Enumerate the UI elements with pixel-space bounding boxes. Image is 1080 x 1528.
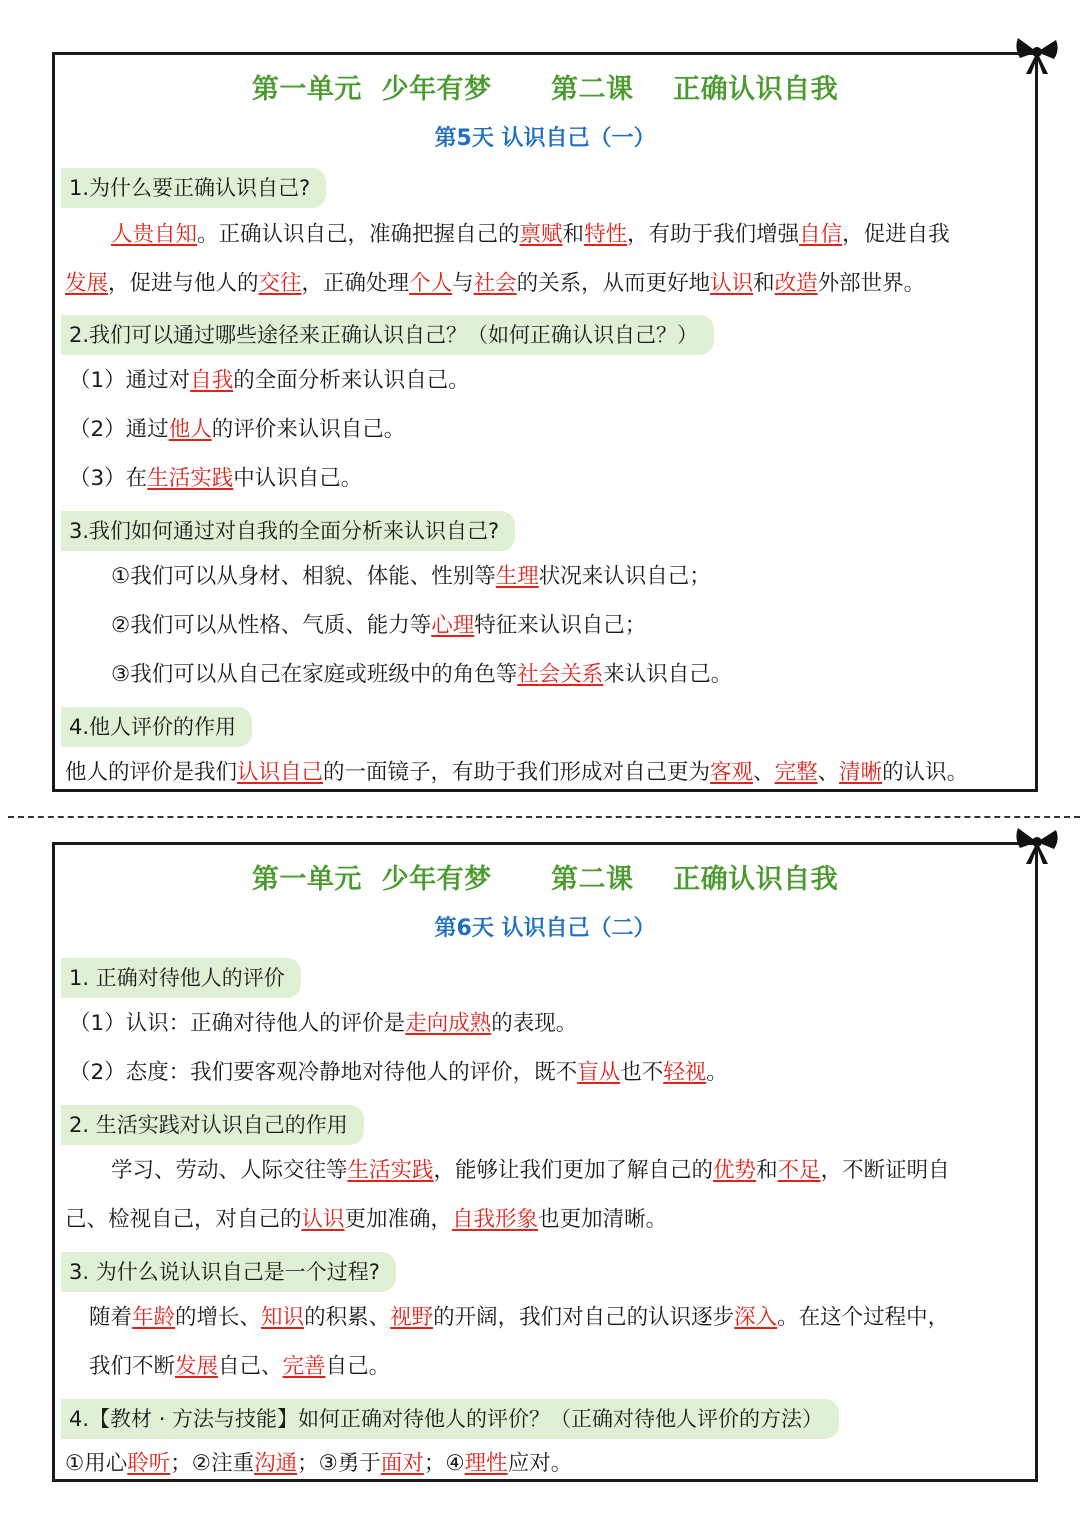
key-term: 面对: [380, 1451, 424, 1476]
answer-line: [111, 659, 732, 691]
key-term: 心理: [431, 613, 475, 638]
text-run: ②我们可以从性格、气质、能力等: [111, 613, 432, 638]
question-3: [55, 1252, 1035, 1292]
day-title: 第6天 认识自己（二）: [434, 916, 656, 941]
key-term: 理性: [464, 1451, 508, 1476]
text-run: ①用心: [65, 1451, 128, 1476]
answer-line: [69, 463, 362, 495]
lesson-card-day6: [52, 842, 1038, 1482]
text-run: ，有助于我们增强: [627, 222, 800, 247]
text-run: （2）通过: [69, 417, 169, 442]
key-term: 走向成熟: [405, 1011, 492, 1036]
text-run: 的关系，从而更好地: [516, 271, 711, 296]
key-term: 生活实践: [347, 1158, 434, 1183]
key-term: 改造: [774, 271, 818, 296]
text-run: 、: [817, 760, 840, 785]
text-run: （3）在: [69, 466, 148, 491]
key-term: 特性: [584, 222, 628, 247]
key-term: 认识: [301, 1207, 345, 1232]
text-run: 。在这个过程中，: [777, 1305, 950, 1330]
key-term: 年龄: [132, 1305, 176, 1330]
text-run: 学习、劳动、人际交往等: [111, 1158, 348, 1183]
text-run: ①我们可以从身材、相貌、体能、性别等: [111, 564, 496, 589]
text-run: 、: [753, 760, 775, 785]
answer-line: [89, 1302, 949, 1334]
key-term: 他人: [168, 417, 212, 442]
answer-line: [111, 1155, 950, 1187]
text-run: 我们不断: [89, 1354, 176, 1379]
text-run: 的增长、: [175, 1305, 262, 1330]
answer-line: [65, 1204, 667, 1236]
question-1: [55, 958, 1035, 998]
answer-line: [65, 268, 925, 300]
key-term: 完善: [282, 1354, 326, 1379]
question-label: 4.他人评价的作用: [61, 707, 252, 747]
day-title: 第5天 认识自己（一）: [434, 126, 656, 151]
unit-title: 第一单元 少年有梦 第二课 正确认识自我: [251, 864, 839, 895]
key-term: 发展: [65, 271, 109, 296]
key-term: 沟通: [254, 1451, 298, 1476]
text-run: 的全面分析来认识自己。: [233, 368, 470, 393]
key-term: 轻视: [663, 1060, 707, 1085]
question-label: 1.为什么要正确认识自己?: [61, 168, 326, 208]
question-4: [55, 1399, 1035, 1439]
section-separator: [8, 816, 1080, 818]
key-term: 个人: [409, 271, 453, 296]
text-run: 也更加清晰。: [538, 1207, 668, 1232]
key-term: 自我形象: [452, 1207, 539, 1232]
key-term: 优势: [713, 1158, 757, 1183]
key-term: 聆听: [127, 1451, 171, 1476]
question-1: [55, 168, 1035, 208]
key-term: 盲从: [577, 1060, 621, 1085]
key-term: 交往: [258, 271, 302, 296]
key-term: 自我: [190, 368, 234, 393]
text-run: （1）通过对: [69, 368, 191, 393]
text-run: ③我们可以从自己在家庭或班级中的角色等: [111, 662, 518, 687]
question-label: 1. 正确对待他人的评价: [61, 958, 301, 998]
key-term: 清晰: [839, 760, 883, 785]
key-term: 认识: [710, 271, 754, 296]
text-run: ，正确处理: [301, 271, 410, 296]
text-run: 己、检视自己，对自己的: [65, 1207, 302, 1232]
question-label: 2.我们可以通过哪些途径来正确认识自己？（如何正确认识自己？）: [61, 315, 714, 355]
text-run: （2）态度：我们要客观冷静地对待他人的评价，既不: [69, 1060, 578, 1085]
text-run: 自己。: [325, 1354, 391, 1379]
text-run: 外部世界。: [817, 271, 926, 296]
unit-title: 第一单元 少年有梦 第二课 正确认识自我: [251, 74, 839, 105]
text-run: 的认识。: [882, 760, 969, 785]
text-run: 特征来认识自己；: [474, 613, 647, 638]
text-run: 随着: [89, 1305, 133, 1330]
key-term: 人贵自知: [111, 222, 198, 247]
text-run: 。: [706, 1060, 728, 1085]
text-run: ，促进与他人的: [108, 271, 259, 296]
text-run: 更加准确，: [344, 1207, 453, 1232]
key-term: 认识自己: [237, 760, 324, 785]
question-label: 2. 生活实践对认识自己的作用: [61, 1105, 364, 1145]
text-run: 状况来认识自己；: [538, 564, 711, 589]
answer-line: [111, 219, 950, 251]
text-run: 的开阔，我们对自己的认识逐步: [433, 1305, 735, 1330]
key-term: 社会: [473, 271, 517, 296]
answer-line: [89, 1351, 390, 1383]
question-label: 4.【教材 · 方法与技能】如何正确对待他人的评价？（正确对待他人评价的方法）: [61, 1399, 839, 1439]
text-run: ；②注重: [170, 1451, 255, 1476]
answer-line: [69, 1057, 728, 1089]
key-term: 完整: [774, 760, 818, 785]
answer-line: [69, 365, 470, 397]
answer-line: [111, 610, 646, 642]
question-label: 3.我们如何通过对自我的全面分析来认识自己?: [61, 511, 515, 551]
key-term: 禀赋: [519, 222, 563, 247]
text-run: ，能够让我们更加了解自己的: [433, 1158, 714, 1183]
key-term: 深入: [734, 1305, 778, 1330]
text-run: 的一面镜子，有助于我们形成对自己更为: [323, 760, 711, 785]
text-run: 自己、: [218, 1354, 283, 1379]
text-run: 。正确认识自己，准确把握自己的: [197, 222, 520, 247]
answer-line: [69, 1008, 577, 1040]
question-label: 3. 为什么说认识自己是一个过程?: [61, 1252, 396, 1292]
lesson-card-day5: [52, 52, 1038, 792]
text-run: 的评价来认识自己。: [211, 417, 406, 442]
key-term: 视野: [390, 1305, 434, 1330]
text-run: 中认识自己。: [233, 466, 363, 491]
question-2: [55, 1105, 1035, 1145]
key-term: 发展: [175, 1354, 219, 1379]
text-run: ，不断证明自: [820, 1158, 950, 1183]
text-run: 与: [452, 271, 474, 296]
bow-icon: [1012, 32, 1062, 78]
text-run: 和: [756, 1158, 778, 1183]
answer-line: [65, 1448, 572, 1480]
text-run: 的表现。: [491, 1011, 578, 1036]
question-2: [55, 315, 1035, 355]
text-run: （1）认识：正确对待他人的评价是: [69, 1011, 406, 1036]
text-run: 应对。: [507, 1451, 573, 1476]
text-run: 和: [562, 222, 585, 247]
text-run: 来认识自己。: [603, 662, 733, 687]
key-term: 不足: [777, 1158, 821, 1183]
text-run: 他人的评价是我们: [65, 760, 238, 785]
text-run: ，促进自我: [842, 222, 950, 247]
key-term: 生活实践: [147, 466, 234, 491]
key-term: 知识: [261, 1305, 305, 1330]
key-term: 社会关系: [517, 662, 604, 687]
key-term: 客观: [710, 760, 754, 785]
key-term: 自信: [799, 222, 843, 247]
question-4: [55, 707, 1035, 747]
text-run: 也不: [620, 1060, 664, 1085]
answer-line: [65, 757, 968, 789]
key-term: 生理: [495, 564, 539, 589]
bow-icon: [1012, 822, 1062, 868]
question-3: [55, 511, 1035, 551]
text-run: 的积累、: [304, 1305, 391, 1330]
text-run: ；④: [423, 1451, 465, 1476]
answer-line: [111, 561, 711, 593]
text-run: 和: [753, 271, 775, 296]
text-run: ；③勇于: [297, 1451, 381, 1476]
answer-line: [69, 414, 405, 446]
